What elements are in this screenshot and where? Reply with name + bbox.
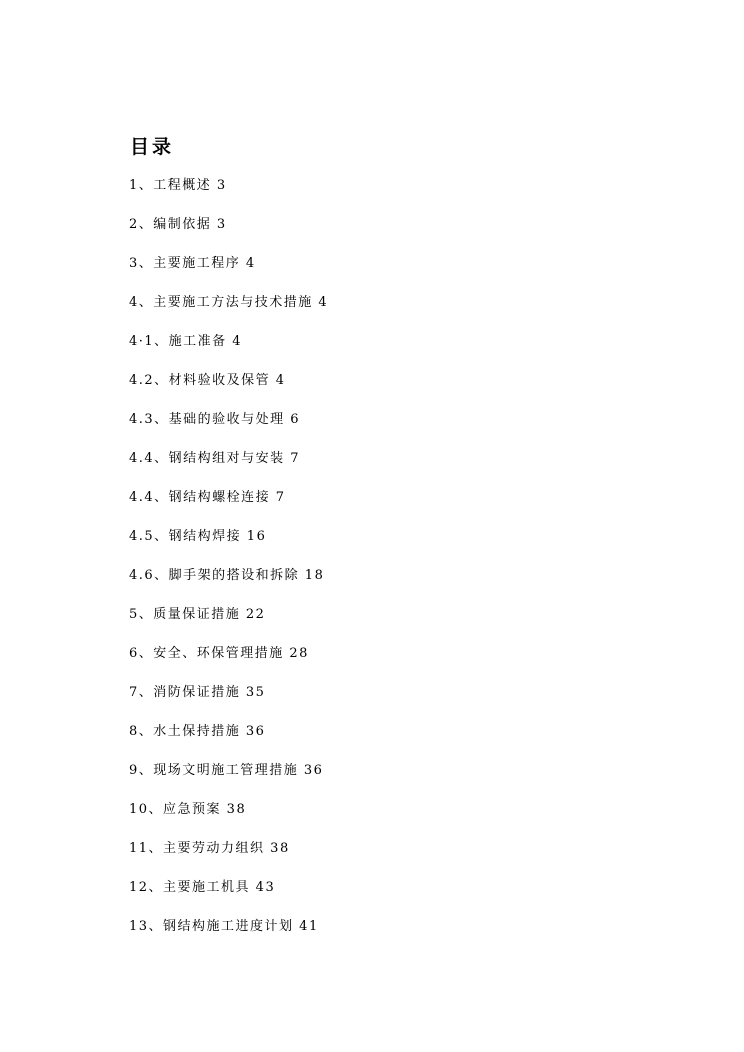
toc-entry[interactable]: 4.6、脚手架的搭设和拆除 18 (129, 568, 325, 583)
toc-entry[interactable]: 4、主要施工方法与技术措施 4 (129, 295, 329, 310)
toc-entry[interactable]: 4.4、钢结构组对与安装 7 (129, 451, 301, 466)
toc-entry[interactable]: 12、主要施工机具 43 (129, 880, 276, 895)
toc-entry[interactable]: 13、钢结构施工进度计划 41 (129, 919, 319, 934)
toc-entry[interactable]: 4.3、基础的验收与处理 6 (129, 412, 301, 427)
toc-entry[interactable]: 3、主要施工程序 4 (129, 256, 256, 271)
toc-entry[interactable]: 6、安全、环保管理措施 28 (129, 646, 309, 661)
toc-entry[interactable]: 1、工程概述 3 (129, 178, 227, 193)
toc-entry[interactable]: 4.4、钢结构螺栓连接 7 (129, 490, 286, 505)
toc-entry[interactable]: 5、质量保证措施 22 (129, 607, 266, 622)
toc-entry[interactable]: 2、编制依据 3 (129, 217, 227, 232)
toc-entry[interactable]: 4.5、钢结构焊接 16 (129, 529, 267, 544)
toc-entry[interactable]: 9、现场文明施工管理措施 36 (129, 763, 324, 778)
toc-entry[interactable]: 4·1、施工准备 4 (129, 334, 243, 349)
toc-title: 目录 (130, 136, 175, 158)
toc-entry[interactable]: 4.2、材料验收及保管 4 (129, 373, 286, 388)
toc-entry[interactable]: 7、消防保证措施 35 (129, 685, 266, 700)
toc-entry[interactable]: 10、应急预案 38 (129, 802, 247, 817)
toc-entry[interactable]: 8、水土保持措施 36 (129, 724, 266, 739)
toc-entry[interactable]: 11、主要劳动力组织 38 (129, 841, 290, 856)
toc-list (129, 174, 689, 954)
